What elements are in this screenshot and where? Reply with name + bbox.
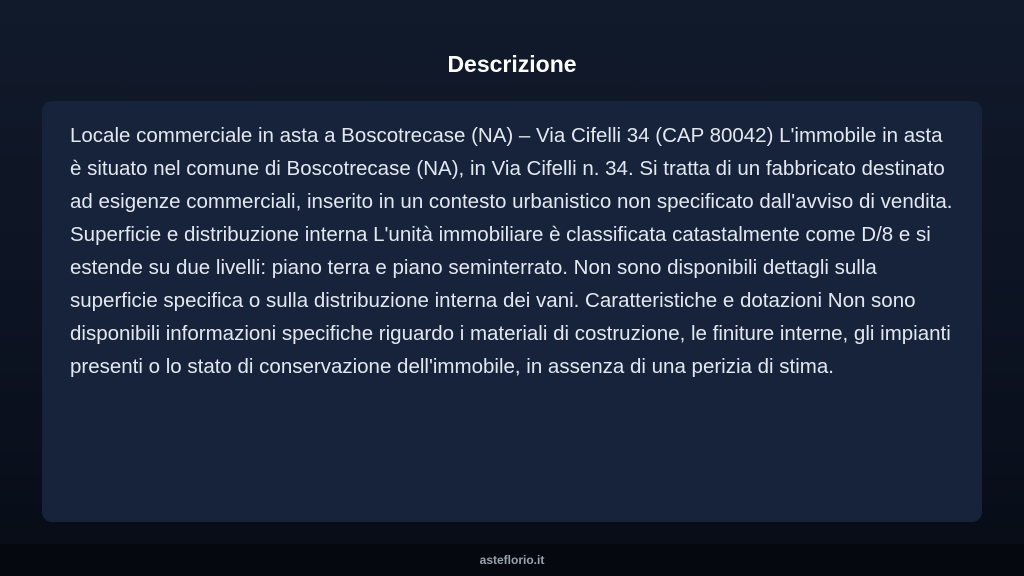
page-title: Descrizione	[447, 51, 577, 77]
footer-bar	[0, 544, 1024, 576]
footer-brand-label: asteflorio.it	[479, 553, 545, 567]
description-card	[42, 101, 982, 522]
description-text: Locale commerciale in asta a Boscotrecase (NA) – Via Cifelli 34 (CAP 80042) L'immobile in asta è situato nel comune di Boscotrecase (NA), in Via Cifelli n. 34. Si tratta di un fabbricato destinato ad esigenze commerciali, inserito in un contesto urbanistico non specificato dall'avviso di vendita. Superficie e distribuzione interna L'unità immobiliare è classificata catastalmente come D/8 e si estende su due livelli: piano terra e piano seminterrato. Non sono disponibili dettagli sulla superficie specifica o sulla distribuzione interna dei vani. Caratteristiche e dotazioni Non sono disponibili informazioni specifiche riguardo i materiali di costruzione, le finiture interne, gli impianti presenti o lo stato di conservazione dell'immobile, in assenza di una perizia di stima.	[70, 124, 953, 378]
